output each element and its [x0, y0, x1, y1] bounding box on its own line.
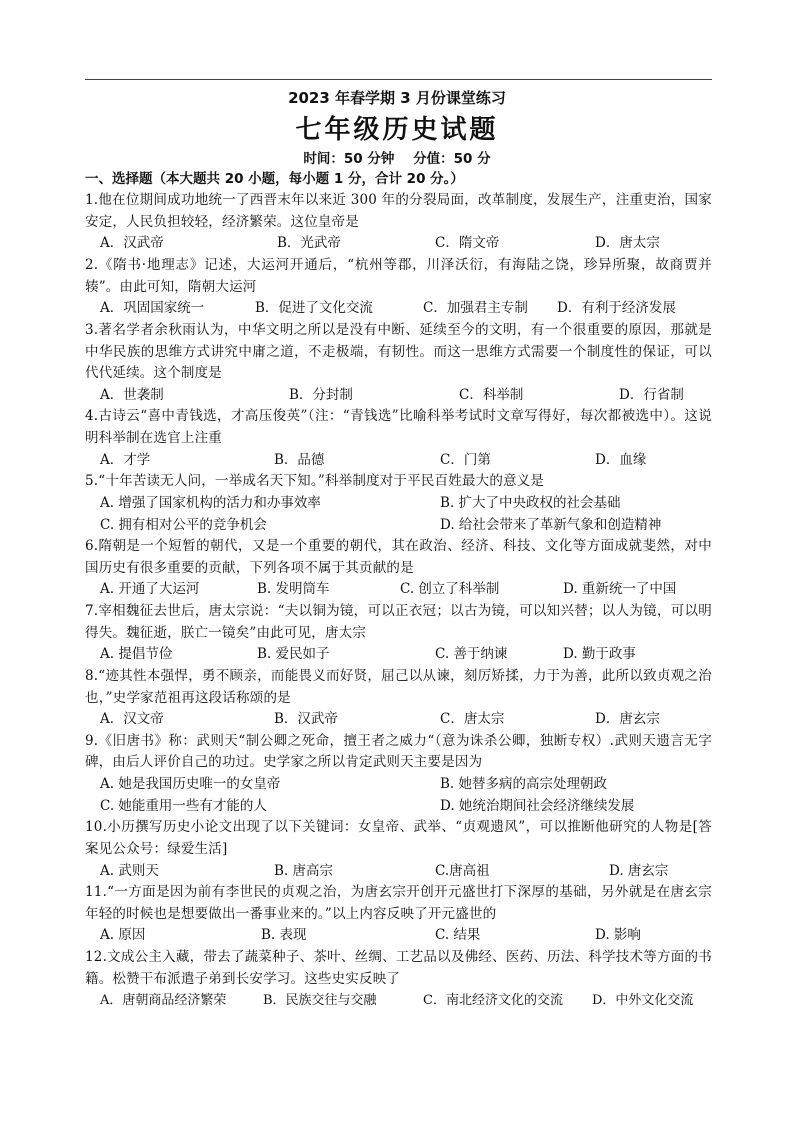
- option-a[interactable]: A．唐朝商品经济繁荣: [100, 993, 227, 1009]
- option-row: [85, 709, 712, 731]
- option-b[interactable]: B. 表现: [261, 927, 307, 944]
- option-d[interactable]: D．有利于经济发展: [557, 300, 676, 317]
- option-row: [85, 644, 712, 666]
- option-d[interactable]: D. 给社会带来了革新气象和创造精神: [440, 516, 662, 533]
- option-a[interactable]: A. 她是我国历史唯一的女皇帝: [100, 776, 281, 793]
- option-c[interactable]: C. 结果: [435, 927, 481, 944]
- question-stem: 11.“一方面是因为前有李世民的贞观之治，为唐玄宗开创开元盛世打下深厚的基础，另外就是在唐玄宗年轻的时候也是想要做出一番事业来的。”以上内容反映了开元盛世的: [85, 884, 712, 922]
- question-stem: 5.“十年苦读无人问，一举成名天下知。”科举制度对于平民百姓最大的意义是: [85, 473, 545, 490]
- exam-meta: 时间：50 分钟 分值：50 分: [303, 151, 491, 167]
- option-d[interactable]: D．中外文化交流: [592, 993, 694, 1009]
- header-rule: [85, 79, 712, 80]
- option-b[interactable]: B．汉武帝: [274, 711, 338, 728]
- option-b[interactable]: B．光武帝: [277, 235, 341, 252]
- option-c[interactable]: C．隋文帝: [435, 235, 500, 252]
- option-c[interactable]: C．唐太宗: [440, 711, 505, 728]
- option-a[interactable]: A. 武则天: [100, 862, 159, 879]
- question-stem: 12.文成公主入藏，带去了蔬菜种子、茶叶、丝绸、工艺品以及佛经、医药、历法、科学技术等方面的书籍。松赞干布派遣子弟到长安学习。这些史实反映了: [85, 948, 712, 987]
- question-3: [85, 320, 712, 407]
- question-1: [85, 190, 712, 255]
- option-c[interactable]: C.唐高祖: [435, 862, 490, 879]
- question-stem: 9.《旧唐书》称：武则天“制公卿之死命，擅王者之威力“（意为诛杀公卿，独断专权）.武则天遗言无字碑，由后人评价自己的功过。史学家之所以肯定武则天主要是因为: [85, 732, 712, 771]
- question-stem: 10.小历撰写历史小论文出现了以下关键词：女皇帝、武举、“贞观遗风”，可以推断他研究的人物是[答案见公众号：绿爱生活]: [85, 819, 712, 857]
- option-row: [85, 298, 712, 320]
- option-d[interactable]: D．唐太宗: [595, 235, 660, 252]
- option-row: [85, 579, 712, 601]
- question-9: [85, 731, 712, 817]
- question-stem: 3.著名学者余秋雨认为，中华文明之所以是没有中断、延续至今的文明，有一个很重要的原因，那就是中华民族的思维方式讲究中庸之道，不走极端，有韧性。而这一思维方式需要一个制度性的保证，可以代代延续。这个制度是: [85, 321, 712, 382]
- option-c[interactable]: C．科举制: [459, 386, 524, 403]
- option-c[interactable]: C．南北经济文化的交流: [423, 993, 563, 1009]
- option-d[interactable]: D. 唐玄宗: [609, 862, 669, 879]
- option-d[interactable]: D. 影响: [595, 927, 641, 944]
- option-row: [85, 796, 712, 818]
- option-d[interactable]: D．血缘: [595, 451, 647, 468]
- question-5: [85, 471, 712, 536]
- option-b[interactable]: B. 扩大了中央政权的社会基础: [440, 495, 621, 512]
- option-d[interactable]: D．唐玄宗: [595, 711, 660, 728]
- option-b[interactable]: B. 她替多病的高宗处理朝政: [440, 776, 608, 793]
- option-b[interactable]: B．分封制: [289, 386, 353, 403]
- option-d[interactable]: D. 重新统一了中国: [563, 581, 677, 598]
- question-stem: 8.“迹其性本强悍，勇不顾亲，而能畏义而好贤，屈己以从谏，刻厉矫揉，力于为善，此所以致贞观之治也，”史学家范祖再这段话称颂的是: [85, 667, 712, 706]
- option-b[interactable]: B. 唐高宗: [274, 862, 334, 879]
- question-stem: 6.隋朝是一个短暂的朝代，又是一个重要的朝代，其在政治、经济、科技、文化等方面成就斐然，对中国历史有很多重要的贡献，下列各项不属于其贡献的是: [85, 538, 712, 576]
- option-row: [85, 990, 712, 1012]
- option-row: [85, 450, 712, 472]
- option-row: [85, 515, 712, 537]
- option-c[interactable]: C．加强君主专制: [423, 300, 528, 317]
- option-d[interactable]: D．行省制: [619, 386, 684, 403]
- question-8: [85, 666, 712, 731]
- option-b[interactable]: B. 发明筒车: [257, 581, 330, 598]
- question-stem: 1.他在位期间成功地统一了西晋末年以来近 300 年的分裂局面，改革制度，发展生产，注重吏治，国家安定，人民负担较轻，经济繁荣。这位皇帝是: [85, 192, 712, 230]
- option-b[interactable]: B. 爱民如子: [257, 646, 330, 663]
- question-stem: 7.宰相魏征去世后，唐太宗说：“夫以铜为镜，可以正衣冠；以古为镜，可以知兴替；以人为镜，可以明得失。魏征逝，朕亡一镜矣”由此可见，唐太宗: [85, 602, 712, 641]
- exam-subtitle: 2023 年春学期 3 月份课堂练习: [288, 89, 506, 107]
- option-a[interactable]: A. 原因: [100, 927, 146, 944]
- question-list: [85, 190, 712, 1012]
- exam-title: 七年级历史试题: [295, 115, 499, 145]
- option-c[interactable]: C. 拥有相对公平的竞争机会: [100, 516, 267, 533]
- option-row: [85, 493, 712, 515]
- option-a[interactable]: A．汉文帝: [100, 711, 164, 728]
- question-10: [85, 817, 712, 882]
- question-12: [85, 947, 712, 1012]
- section-title: 一、选择题（本大题共 20 小题，每小题 1 分，合计 20 分。）: [85, 171, 464, 187]
- option-c[interactable]: C．门第: [440, 451, 491, 468]
- option-c[interactable]: C. 她能重用一些有才能的人: [100, 797, 267, 814]
- question-stem: 4.古诗云“喜中青钱选，才高压俊英”（注：“青钱选”比喻科举考试时文章写得好，每次都被选中）。这说明科举制在选官上注重: [85, 408, 712, 447]
- option-row: [85, 233, 712, 255]
- option-a[interactable]: A．巩固国家统一: [100, 300, 205, 317]
- option-row: [85, 925, 712, 947]
- question-7: [85, 601, 712, 666]
- option-b[interactable]: B．促进了文化交流: [255, 300, 373, 317]
- option-b[interactable]: B．品德: [274, 451, 325, 468]
- option-a[interactable]: A．汉武帝: [100, 235, 164, 252]
- option-a[interactable]: A. 开通了大运河: [100, 581, 200, 598]
- option-a[interactable]: A. 提倡节俭: [100, 646, 173, 663]
- option-c[interactable]: C. 善于纳谏: [435, 646, 508, 663]
- option-row: [85, 385, 712, 407]
- option-row: [85, 774, 712, 796]
- question-4: [85, 406, 712, 471]
- option-a[interactable]: A. 增强了国家机构的活力和办事效率: [100, 495, 321, 512]
- option-a[interactable]: A．世袭制: [100, 386, 164, 403]
- question-11: [85, 882, 712, 947]
- question-stem: 2.《隋书·地理志》记述，大运河开通后，“杭州等郡，川泽沃衍，有海陆之饶，珍异所聚，故商贾并辏”。由此可知，隋朝大运河: [85, 256, 712, 295]
- option-row: [85, 861, 712, 883]
- question-6: [85, 536, 712, 601]
- option-a[interactable]: A．才学: [100, 451, 151, 468]
- option-b[interactable]: B．民族交往与交融: [263, 993, 377, 1009]
- option-d[interactable]: D. 勤于政事: [563, 646, 636, 663]
- option-d[interactable]: D. 她统治期间社会经济继续发展: [440, 797, 635, 814]
- option-c[interactable]: C. 创立了科举制: [400, 581, 500, 598]
- question-2: [85, 255, 712, 320]
